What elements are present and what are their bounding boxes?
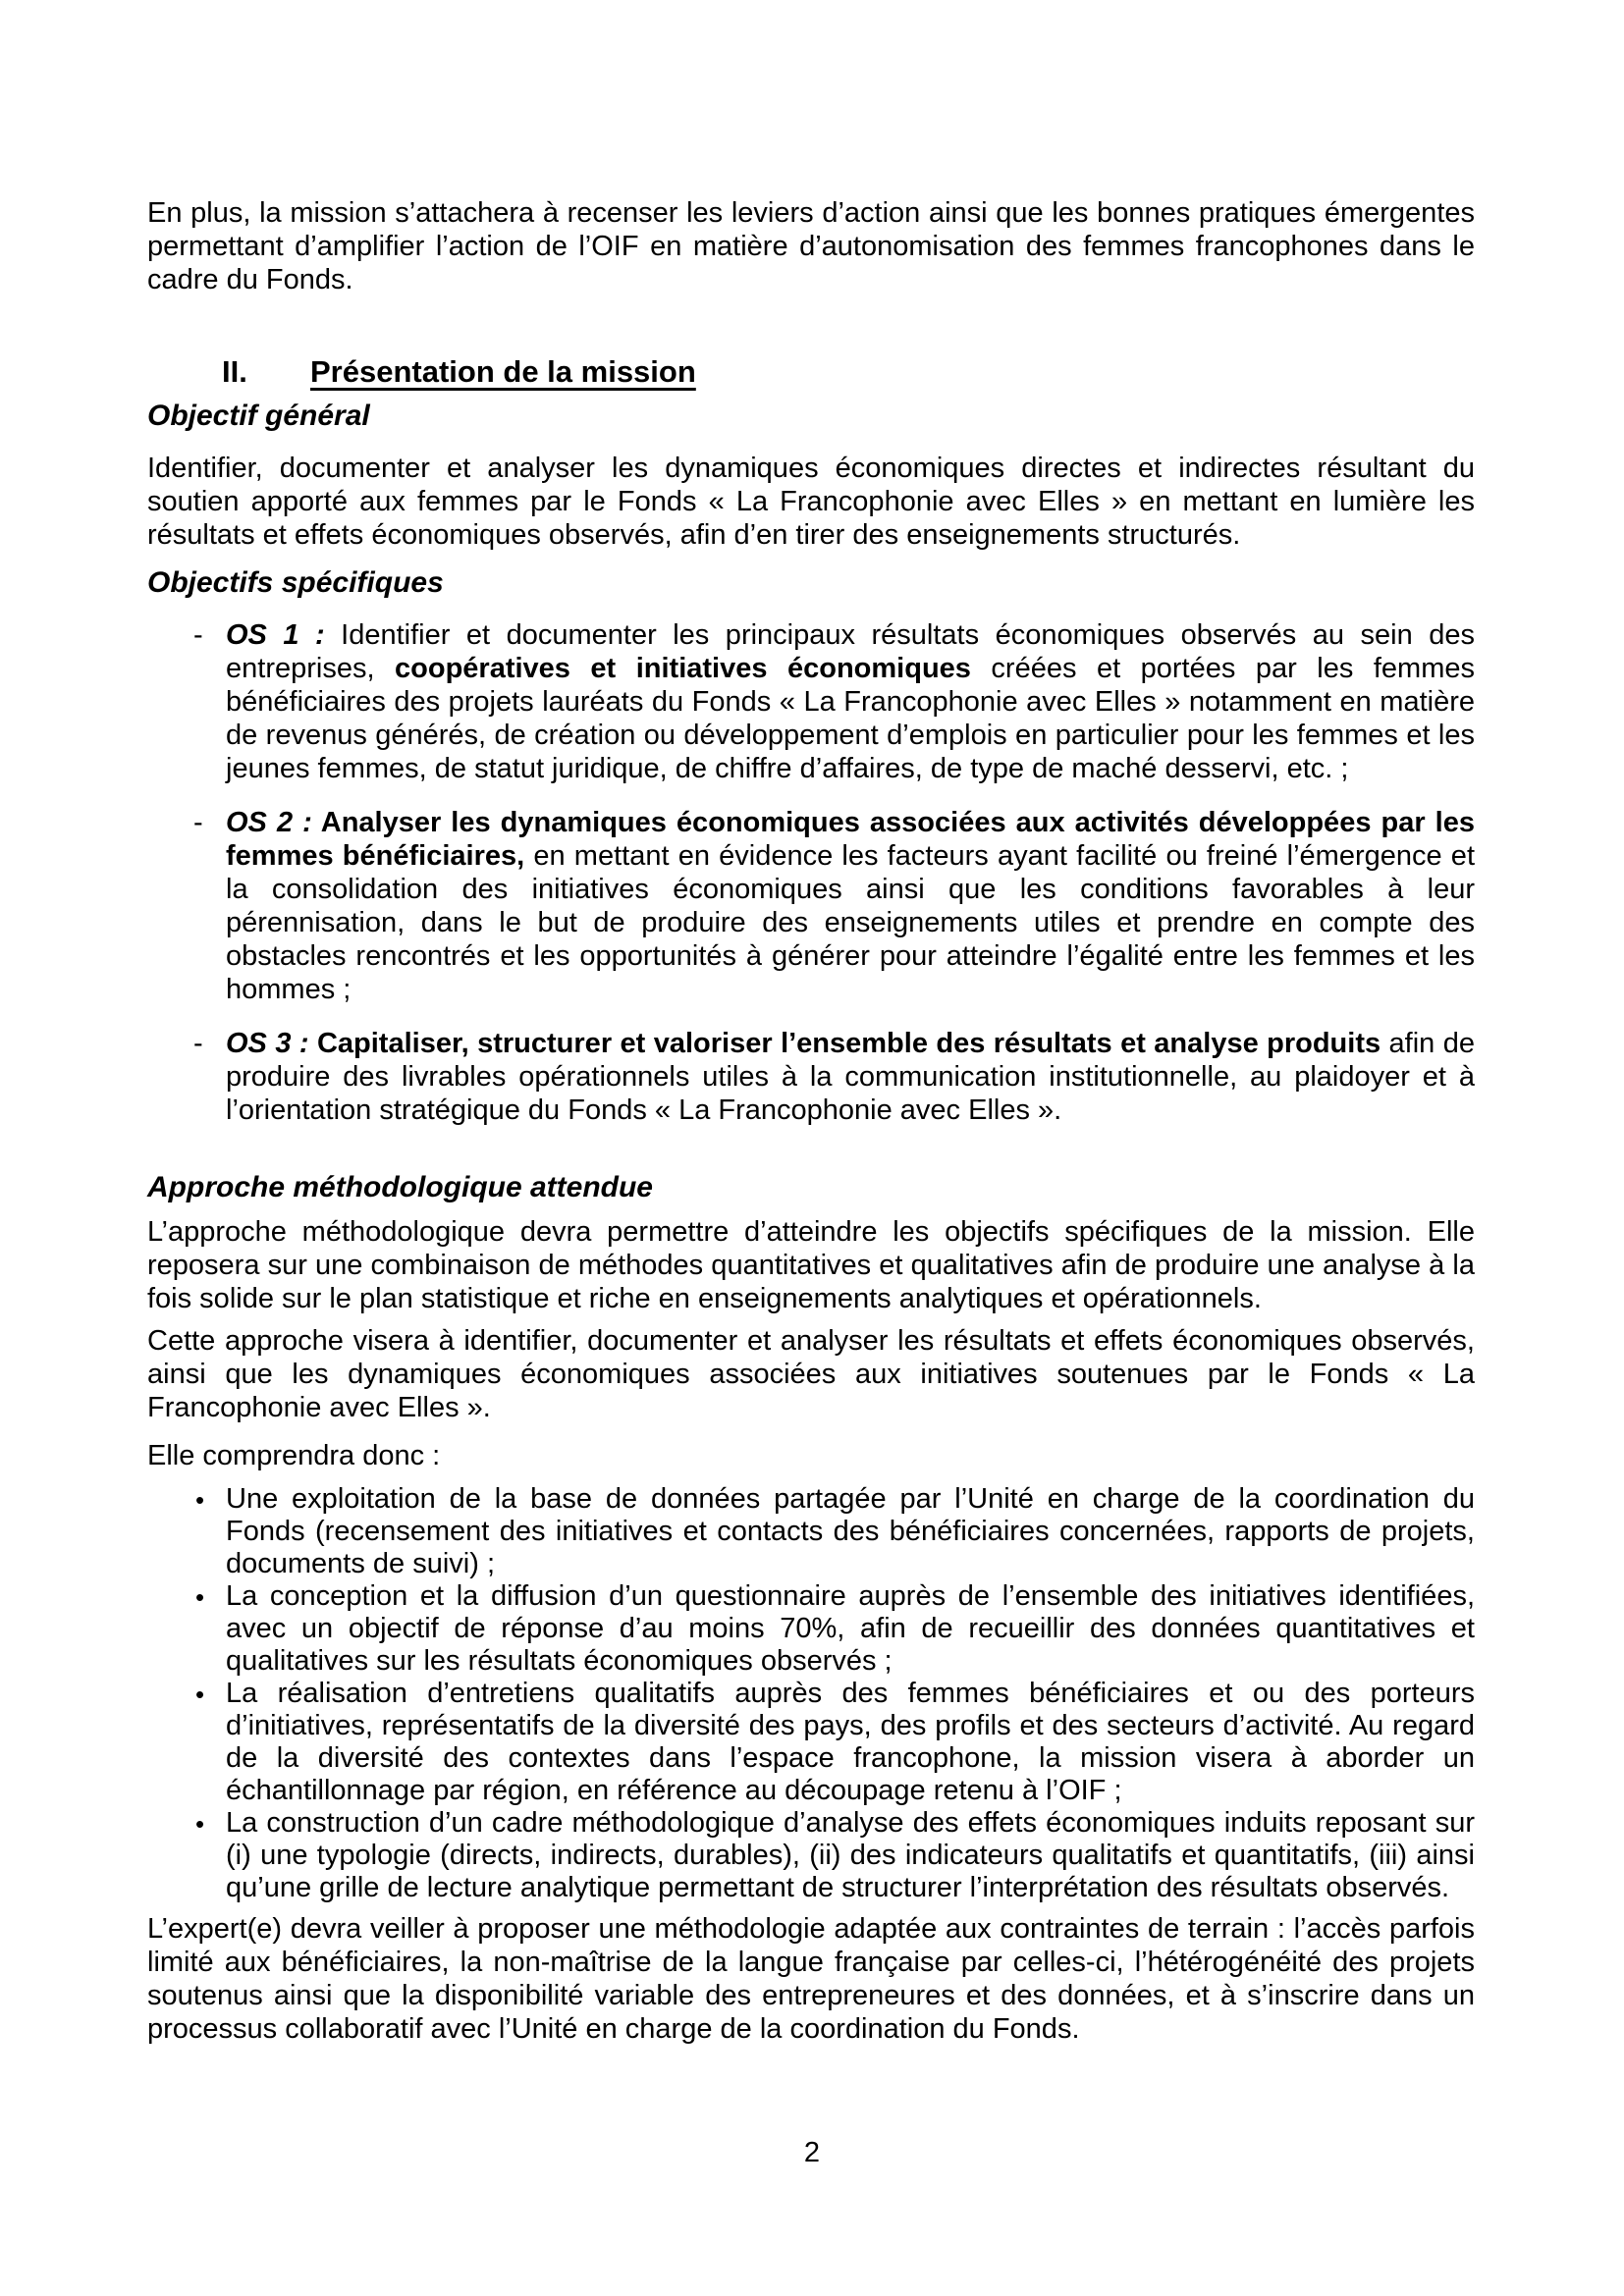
os1-text-segment: créées et portées par les femmes bénéficiaires des projets lauréats du Fonds « La Francophonie avec Elles » notamment en matière de revenus générés, de création ou développement d’emplois en particulier pour les femmes et les jeunes femmes, de statut juridique, de chiffre d’affaires, de type de maché desservi, etc. ; (226, 653, 1475, 784)
bullet-item-2 (147, 1580, 1475, 1678)
page-number: 2 (803, 2137, 821, 2168)
bullet-marker: • (195, 1809, 205, 1839)
bullet-1-text: Une exploitation de la base de données partagée par l’Unité en charge de la coordination du Fonds (recensement des initiatives et contacts des bénéficiaires concernées, rapports de projets, documents de suivi) ; (226, 1483, 1475, 1579)
list-item-os3 (147, 1027, 1475, 1127)
section-numeral: II. (222, 354, 247, 389)
section-title: Présentation de la mission (310, 354, 696, 389)
bullet-2-text: La conception et la diffusion d’un questionnaire auprès de l’ensemble des initiatives identifiées, avec un objectif de réponse d’au moins 70%, afin de recueillir des données quantitatives et qualitatives sur les résultats économiques observés ; (226, 1580, 1475, 1677)
bullet-4-text: La construction d’un cadre méthodologique d’analyse des effets économiques induits reposant sur (i) une typologie (directs, indirects, durables), (ii) des indicateurs qualitatifs et quantitatifs, (iii) ainsi qu’une grille de lecture analytique permettant de structurer l’interprétation des résultats observés. (226, 1807, 1475, 1903)
approche-paragraph-1: L’approche méthodologique devra permettre d’atteindre les objectifs spécifiques de la mission. Elle reposera sur une combinaison de méthodes quantitatives et qualitatives afin de produire une analyse à la fois solide sur le plan statistique et riche en enseignements analytiques et opérationnels. (147, 1216, 1475, 1314)
objectifs-list (147, 618, 1475, 1127)
os2-text-segment: en mettant en évidence les facteurs ayant facilité ou freiné l’émergence et la consolidation des initiatives économiques ainsi que les conditions favorables à leur pérennisation, dans le but de produire des enseignements utiles et prendre en compte des obstacles rencontrés et les opportunités à générer pour atteindre l’égalité entre les femmes et les hommes ; (226, 840, 1475, 1005)
dash-marker: - (193, 1028, 203, 1059)
bullet-item-4 (147, 1807, 1475, 1904)
os2-label: OS 2 : (226, 807, 312, 838)
bullet-marker: • (195, 1485, 205, 1515)
bullet-item-1 (147, 1483, 1475, 1580)
section-heading (222, 353, 1475, 391)
bullet-item-3 (147, 1678, 1475, 1807)
dash-marker: - (193, 807, 203, 838)
os3-text-segment: afin de produire des livrables opérationnels utiles à la communication institutionnelle, au plaidoyer et à l’orientation stratégique du Fonds « La Francophonie avec Elles ». (226, 1028, 1475, 1126)
closing-paragraph: L’expert(e) devra veiller à proposer une méthodologie adaptée aux contraintes de terrain : l’accès parfois limité aux bénéficiaires, la non-maîtrise de la langue française par celles-ci, l’hétérogénéité des projets soutenus ainsi que la disponibilité variable des entrepreneures et des données, et à s’inscrire dans un processus collaboratif avec l’Unité en charge de la coordination du Fonds. (147, 1913, 1475, 2045)
list-item-os1 (147, 618, 1475, 785)
bullet-marker: • (195, 1680, 205, 1709)
bullet-marker: • (195, 1582, 205, 1612)
heading-approche-methodologique: Approche méthodologique attendue (147, 1171, 653, 1203)
os1-bold-segment: coopératives et initiatives économiques (395, 653, 971, 684)
heading-objectifs-specifiques: Objectifs spécifiques (147, 566, 444, 599)
intro-paragraph: En plus, la mission s’attachera à recenser les leviers d’action ainsi que les bonnes pratiques émergentes permettant d’amplifier l’action de l’OIF en matière d’autonomisation des femmes francophones dans le cadre du Fonds. (147, 197, 1475, 295)
heading-objectif-general: Objectif général (147, 400, 370, 432)
dash-marker: - (193, 619, 203, 651)
lead-in-paragraph: Elle comprendra donc : (147, 1440, 441, 1471)
list-item-os2 (147, 806, 1475, 1006)
os1-text-segment: Identifier et documenter les principaux résultats économiques observés au sein des entreprises, (226, 619, 1475, 684)
os2-bold-segment: Analyser les dynamiques économiques associées aux activités développées par les femmes bénéficiaires, (226, 807, 1475, 872)
methodologie-bullet-list (147, 1483, 1475, 1904)
bullet-3-text: La réalisation d’entretiens qualitatifs auprès des femmes bénéficiaires et ou des porteurs d’initiatives, représentatifs de la diversité des pays, des profils et des secteurs d’activité. Au regard de la diversité des contextes dans l’espace francophone, la mission visera à aborder un échantillonnage par région, en référence au découpage retenu à l’OIF ; (226, 1678, 1475, 1806)
objectif-general-paragraph: Identifier, documenter et analyser les dynamiques économiques directes et indirectes résultant du soutien apporté aux femmes par le Fonds « La Francophonie avec Elles » en mettant en lumière les résultats et effets économiques observés, afin d’en tirer des enseignements structurés. (147, 453, 1475, 551)
os3-label: OS 3 : (226, 1028, 309, 1059)
approche-paragraph-2: Cette approche visera à identifier, documenter et analyser les résultats et effets économiques observés, ainsi que les dynamiques économiques associées aux initiatives soutenues par le Fonds « La Francophonie avec Elles ». (147, 1325, 1475, 1423)
os3-bold-segment: Capitaliser, structurer et valoriser l’ensemble des résultats et analyse produits (308, 1028, 1381, 1059)
os1-label: OS 1 : (226, 619, 325, 651)
